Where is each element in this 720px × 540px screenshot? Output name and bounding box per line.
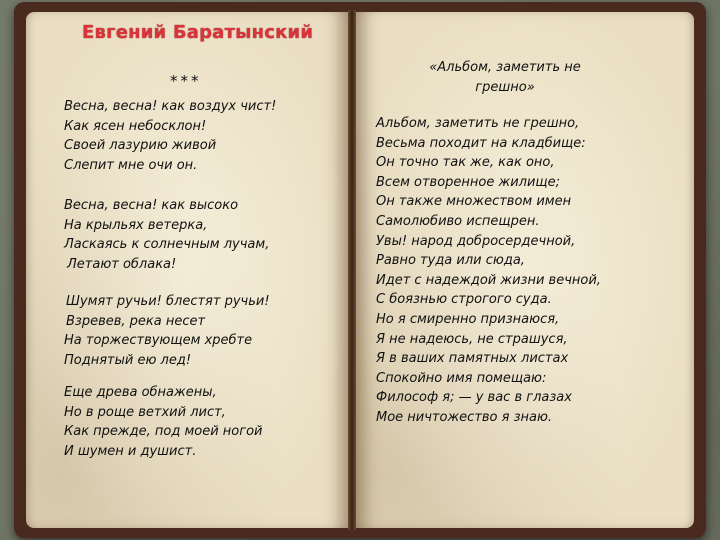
poem-line: Идет с надеждой жизни вечной,: [376, 272, 601, 288]
poem-line: Но в роще ветхий лист,: [64, 404, 226, 420]
poem-line: Философ я; — у вас в глазах: [376, 390, 572, 406]
stanza-2: [64, 196, 326, 274]
poem-line: Весна, весна! как высоко: [64, 198, 239, 213]
poem-line: Поднятый ею лед!: [64, 352, 192, 368]
poem-line: Шумят ручьи! блестят ручьи!: [66, 294, 270, 309]
poem-line: На крыльях ветерка,: [64, 217, 208, 233]
poem-line: Я в ваших памятных листах: [376, 351, 569, 367]
poem-title-line-2: грешно»: [475, 80, 535, 95]
poem-line: Летают облака!: [67, 256, 177, 272]
poem-line: Взревев, река несет: [66, 313, 206, 329]
poem-line: Своей лазурию живой: [64, 138, 217, 154]
poem-line: Самолюбиво испещрен.: [376, 213, 540, 229]
poem-title-line-1: «Альбом, заметить не: [429, 60, 581, 75]
author-heading: Евгений Баратынский: [82, 22, 314, 43]
stanza-3: [64, 292, 326, 370]
poem-line: Я не надеюсь, не страшуся,: [376, 331, 568, 347]
poem-body: [376, 114, 666, 428]
poem-line: С боязнью строгого суда.: [376, 292, 552, 308]
poem-line: Он также множеством имен: [376, 194, 572, 210]
poem-line: Мое ничтожество я знаю.: [376, 409, 553, 425]
poem-line: Как прежде, под моей ногой: [64, 424, 263, 440]
stanza-4: [64, 383, 326, 461]
poem-line: На торжествующем хребте: [64, 333, 253, 349]
poem-line: Спокойно имя помещаю:: [376, 370, 547, 386]
poem-line: Увы! народ добросердечной,: [376, 233, 576, 249]
poem-line: Равно туда или сюда,: [376, 253, 525, 269]
poem-line: Слепит мне очи он.: [64, 157, 198, 173]
poem-line: Как ясен небосклон!: [64, 118, 207, 134]
poem-title: [375, 58, 635, 98]
poem-line: Но я смиренно признаюся,: [376, 311, 560, 327]
poem-line: И шумен и душист.: [64, 443, 197, 459]
poem-line: Всем отворенное жилище;: [376, 174, 561, 190]
poem-line: Еще древа обнажены,: [64, 385, 217, 400]
poem-line: Весна, весна! как воздух чист!: [64, 99, 277, 114]
poem-line: Весьма походит на кладбище:: [376, 135, 586, 151]
book-spine: [348, 10, 356, 530]
poem-separator-stars: ***: [170, 72, 202, 90]
poem-line: Альбом, заметить не грешно,: [376, 116, 580, 131]
stanza-1: [64, 97, 326, 175]
poem-line: Ласкаясь к солнечным лучам,: [64, 237, 270, 253]
poem-line: Он точно так же, как оно,: [376, 155, 555, 171]
